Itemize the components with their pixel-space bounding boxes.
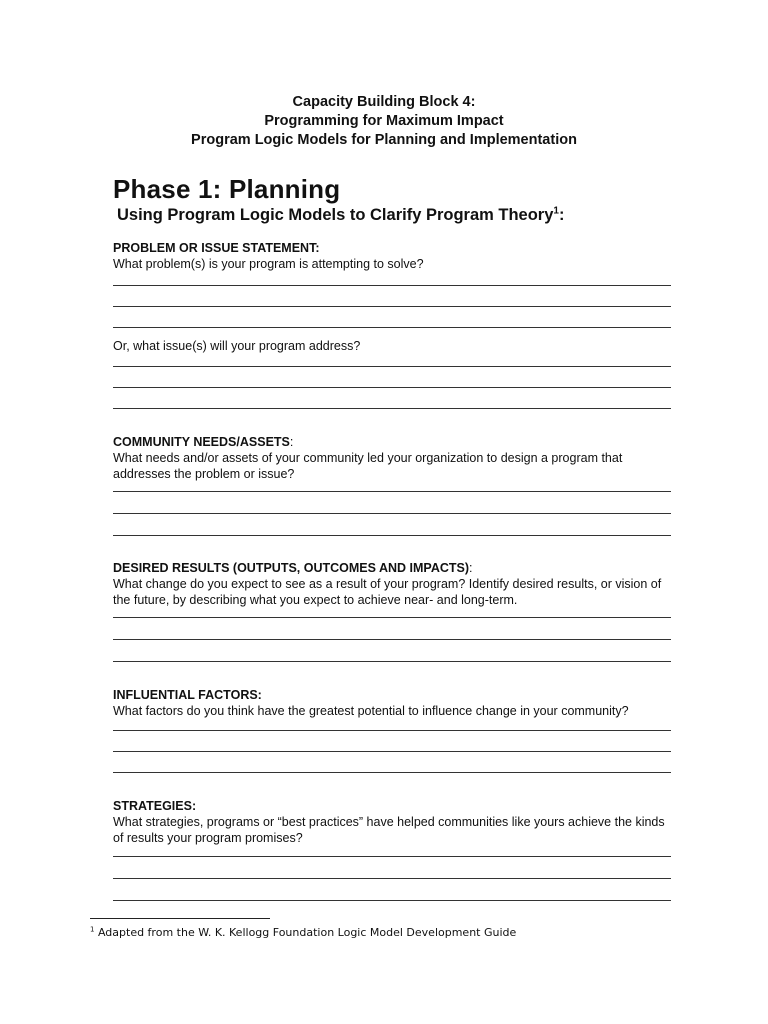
- answer-line[interactable]: [113, 639, 671, 640]
- section-question-line-1: What strategies, programs or “best practices” have helped communities like yours achieve the kinds: [113, 815, 665, 829]
- section-question-line-2: addresses the problem or issue?: [113, 467, 295, 481]
- answer-line[interactable]: [113, 661, 671, 662]
- answer-line[interactable]: [113, 856, 671, 857]
- header-line-2: Programming for Maximum Impact: [264, 113, 504, 129]
- answer-line[interactable]: [113, 366, 671, 367]
- section-question: What problem(s) is your program is attempting to solve?: [113, 257, 424, 271]
- section-question: What factors do you think have the greatest potential to influence change in your community?: [113, 704, 629, 718]
- answer-line[interactable]: [113, 900, 671, 901]
- header-line-3: Program Logic Models for Planning and Implementation: [191, 132, 577, 148]
- answer-line[interactable]: [113, 535, 671, 536]
- section-title-colon: :: [469, 561, 473, 575]
- answer-lines-community: [113, 491, 673, 536]
- section-strategies: [113, 798, 673, 846]
- answer-line[interactable]: [113, 327, 671, 328]
- footnote-marker: 1: [90, 925, 95, 934]
- footnote-text: Adapted from the W. K. Kellogg Foundation Logic Model Development Guide: [94, 926, 517, 939]
- section-question-line-1: What needs and/or assets of your community led your organization to design a program that: [113, 451, 623, 465]
- answer-lines-factors: [113, 730, 673, 773]
- section-community: [113, 434, 673, 482]
- subtitle-suffix: :: [558, 206, 565, 224]
- answer-lines-issue: [113, 366, 673, 409]
- section-title: [113, 434, 673, 450]
- section-title-text: COMMUNITY NEEDS/ASSETS: [113, 435, 290, 449]
- answer-line[interactable]: [113, 306, 671, 307]
- answer-line[interactable]: [113, 387, 671, 388]
- answer-lines-results: [113, 617, 673, 662]
- answer-line[interactable]: [113, 617, 671, 618]
- footnote-reference: 1: [553, 205, 559, 217]
- section-title-colon: :: [289, 435, 294, 449]
- section-title-text: DESIRED RESULTS (OUTPUTS, OUTCOMES AND IMPACTS): [113, 561, 470, 575]
- answer-line[interactable]: [113, 730, 671, 731]
- section-title: INFLUENTIAL FACTORS:: [113, 688, 262, 702]
- phase-title: Phase 1: Planning: [113, 174, 341, 204]
- section-title: [113, 560, 673, 576]
- answer-line[interactable]: [113, 751, 671, 752]
- section-results: [113, 560, 673, 608]
- footnote: [90, 926, 516, 939]
- section-question-line-1: What change do you expect to see as a result of your program? Identify desired results, or vision of: [113, 577, 662, 591]
- answer-line[interactable]: [113, 772, 671, 773]
- subtitle: [117, 206, 564, 225]
- subtitle-text: Using Program Logic Models to Clarify Program Theory: [117, 206, 554, 224]
- section-title: PROBLEM OR ISSUE STATEMENT:: [113, 241, 320, 255]
- section-factors: [113, 687, 673, 719]
- answer-lines-problem: [113, 285, 673, 328]
- answer-line[interactable]: [113, 513, 671, 514]
- answer-line[interactable]: [113, 878, 671, 879]
- answer-line[interactable]: [113, 408, 671, 409]
- document-header: [0, 93, 768, 150]
- section-problem: [113, 240, 673, 272]
- answer-line[interactable]: [113, 491, 671, 492]
- section-problem-alt: [113, 338, 673, 354]
- header-line-1: Capacity Building Block 4:: [292, 94, 476, 110]
- answer-lines-strategies: [113, 856, 673, 901]
- section-title: STRATEGIES:: [113, 799, 197, 813]
- answer-line[interactable]: [113, 285, 671, 286]
- section-question-line-2: of results your program promises?: [113, 831, 303, 845]
- section-question: Or, what issue(s) will your program address?: [113, 339, 361, 353]
- footnote-divider: [90, 918, 270, 919]
- section-question-line-2: the future, by describing what you expect to achieve near- and long-term.: [113, 593, 518, 607]
